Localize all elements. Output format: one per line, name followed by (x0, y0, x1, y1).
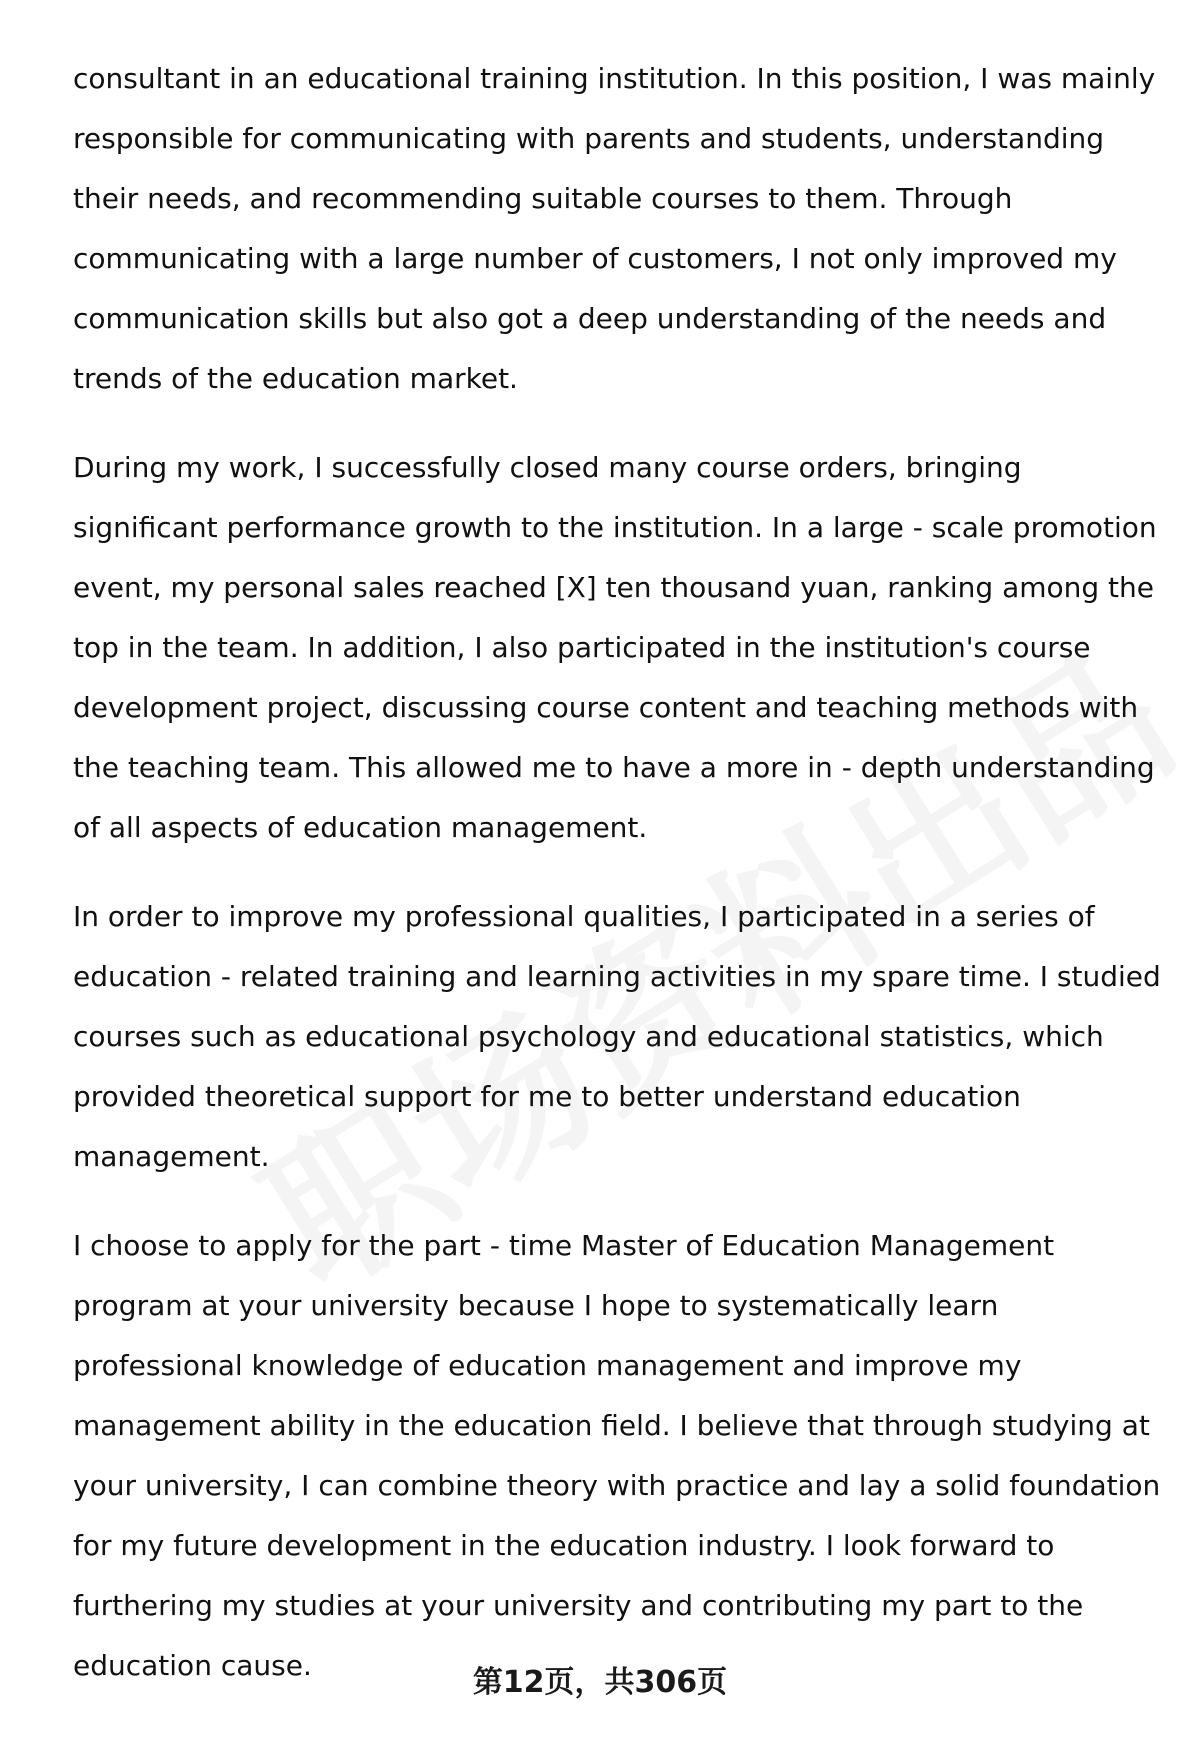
paragraph-3: In order to improve my professional qualities, I participated in a series of education - related training and learning activities in my spare time. I studied courses such as educational psychology and educational statistics, which provided theoretical support for me to better understand education management. (73, 900, 1161, 1173)
paragraph-1: consultant in an educational training institution. In this position, I was mainly responsible for communicating with parents and students, understanding their needs, and recommending suitable courses to them. Through communicating with a large number of customers, I not only improved my communication skills but also got a deep understanding of the needs and trends of the education market. (73, 62, 1156, 395)
paragraph-4: I choose to apply for the part - time Master of Education Management program at your university because I hope to systematically learn professional knowledge of education management and improve my management ability in the education field. I believe that through studying at your university, I can combine theory with practice and lay a solid foundation for my future development in the education industry. I look forward to furthering my studies at your university and contributing my part to the education cause. (73, 1229, 1161, 1682)
document-body (73, 49, 1173, 1696)
page-number-footer: 第12页，共306页 (472, 1665, 728, 1700)
paragraph-2: During my work, I successfully closed many course orders, bringing significant performance growth to the institution. In a large - scale promotion event, my personal sales reached [X] ten thousand yuan, ranking among the top in the team. In addition, I also participated in the institution's course development project, discussing course content and teaching methods with the teaching team. This allowed me to have a more in - depth understanding of all aspects of education management. (73, 451, 1157, 844)
